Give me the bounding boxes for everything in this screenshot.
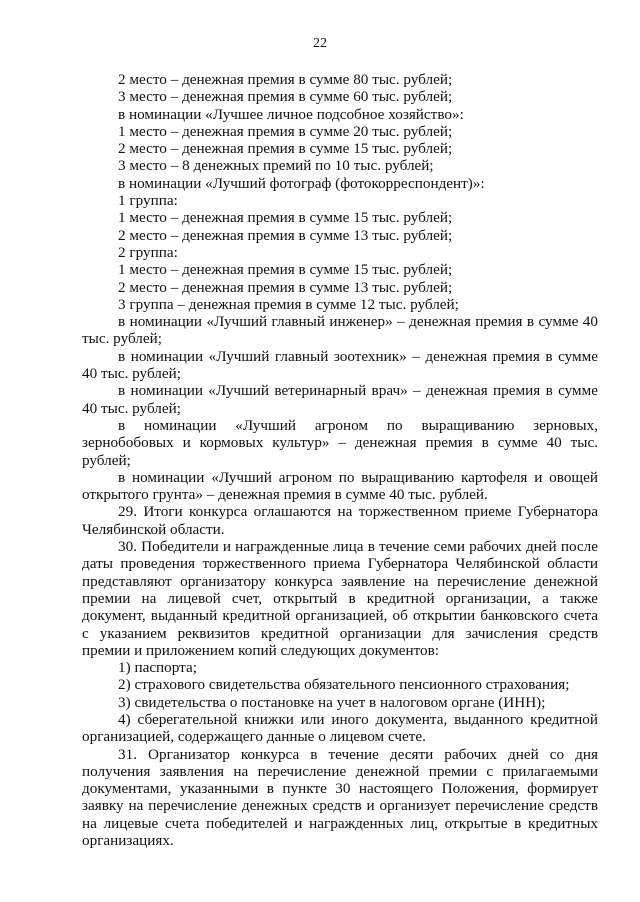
- paragraph: 31. Организатор конкурса в течение десяти рабочих дней со дня получения заявления на перечисление денежной премии с прилагаемыми документами, указанными в пункте 30 настоящего Положения, формирует заявку на перечисление денежных средств и организует перечисление средств на лицевые счета победителей и награжденных лиц, открытые в кредитных организациях.: [82, 745, 598, 850]
- paragraph: 2 место – денежная премия в сумме 13 тыс. рублей;: [118, 226, 453, 244]
- paragraph: в номинации «Лучший фотограф (фотокорреспондент)»:: [118, 174, 485, 192]
- paragraph: 3 группа – денежная премия в сумме 12 тыс. рублей;: [118, 295, 459, 313]
- page-number: 22: [313, 36, 327, 51]
- paragraph: 1 группа:: [118, 192, 178, 210]
- paragraph: 4) сберегательной книжки или иного документа, выданного кредитной организацией, содержащего данные о лицевом счете.: [82, 710, 598, 746]
- paragraph: в номинации «Лучший главный зоотехник» – денежная премия в сумме 40 тыс. рублей;: [82, 347, 598, 383]
- paragraph: 3 место – 8 денежных премий по 10 тыс. рублей;: [118, 157, 434, 175]
- paragraph: 2 место – денежная премия в сумме 15 тыс. рублей;: [118, 140, 453, 158]
- paragraph: 3 место – денежная премия в сумме 60 тыс. рублей;: [118, 88, 453, 106]
- document-body: [82, 71, 598, 849]
- paragraph: 3) свидетельства о постановке на учет в налоговом органе (ИНН);: [118, 693, 546, 711]
- paragraph: 1 место – денежная премия в сумме 15 тыс. рублей;: [118, 209, 453, 227]
- paragraph: в номинации «Лучший агроном по выращиванию зерновых, зернобобовых и кормовых культур» – денежная премия в сумме 40 тыс. рублей;: [82, 416, 598, 469]
- paragraph: 2 группа:: [118, 243, 178, 261]
- paragraph: 1) паспорта;: [118, 659, 197, 677]
- paragraph: 2 место – денежная премия в сумме 80 тыс. рублей;: [118, 71, 453, 88]
- paragraph: 29. Итоги конкурса оглашаются на торжественном приеме Губернатора Челябинской области.: [82, 503, 598, 538]
- paragraph: 1 место – денежная премия в сумме 20 тыс. рублей;: [118, 122, 453, 140]
- paragraph: в номинации «Лучший ветеринарный врач» – денежная премия в сумме 40 тыс. рублей;: [82, 382, 598, 417]
- paragraph: в номинации «Лучший агроном по выращиванию картофеля и овощей открытого грунта» – денежная премия в сумме 40 тыс. рублей.: [82, 468, 598, 504]
- paragraph: в номинации «Лучшее личное подсобное хозяйство»:: [118, 105, 464, 123]
- paragraph: в номинации «Лучший главный инженер» – денежная премия в сумме 40 тыс. рублей;: [82, 313, 598, 348]
- paragraph: 1 место – денежная премия в сумме 15 тыс. рублей;: [118, 261, 453, 279]
- paragraph: 2 место – денежная премия в сумме 13 тыс. рублей;: [118, 278, 453, 296]
- paragraph: 30. Победители и награжденные лица в течение семи рабочих дней после даты проведения торжественного приема Губернатора Челябинской области представляют организатору конкурса заявление на перечисление денежной премии на лицевой счет, открытый в кредитной организации, а также документ, выданный кредитной организацией, об открытии банковского счета с указанием реквизитов кредитной организации для зачисления средств премии и приложением копий следующих документов:: [82, 538, 598, 659]
- paragraph: 2) страхового свидетельства обязательного пенсионного страхования;: [118, 676, 570, 694]
